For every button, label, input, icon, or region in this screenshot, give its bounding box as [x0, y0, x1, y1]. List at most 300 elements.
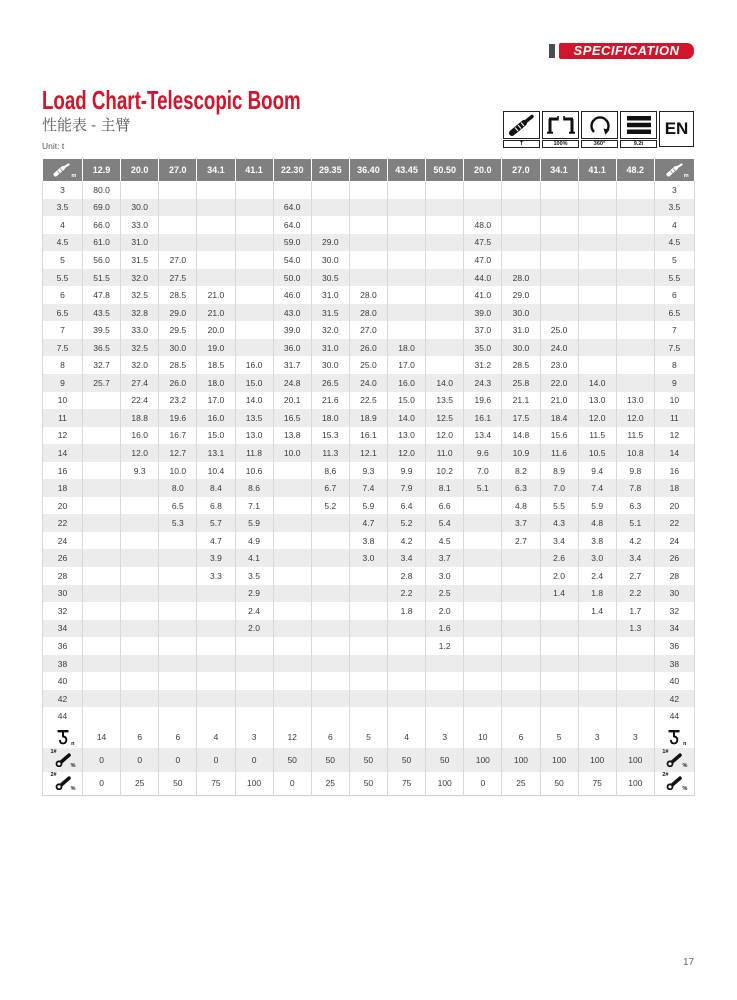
load-value-cell: 5.9	[578, 497, 616, 515]
load-value-cell: 6.4	[388, 497, 426, 515]
load-value-cell: 47.5	[464, 234, 502, 252]
load-value-cell: 13.0	[235, 427, 273, 445]
load-value-cell: 20.1	[273, 392, 311, 410]
footer-value-cell: 5	[540, 725, 578, 749]
load-value-cell	[83, 514, 121, 532]
footer-value-cell: 4	[388, 725, 426, 749]
load-value-cell	[578, 356, 616, 374]
load-value-cell: 1.4	[578, 602, 616, 620]
load-value-cell	[311, 567, 349, 585]
load-value-cell: 66.0	[83, 216, 121, 234]
load-value-cell: 19.6	[159, 409, 197, 427]
load-value-cell	[426, 286, 464, 304]
table-row	[43, 444, 695, 462]
load-value-cell	[349, 216, 387, 234]
footer-icon-cell	[43, 748, 83, 772]
load-value-cell: 10.8	[616, 444, 654, 462]
footer-value-cell: 50	[388, 748, 426, 772]
load-value-cell	[502, 602, 540, 620]
header-radius-cell-right	[654, 159, 694, 181]
radius-cell: 32	[43, 602, 83, 620]
footer-value-cell: 5	[349, 725, 387, 749]
boom-length-header: 29.35	[311, 159, 349, 181]
load-chart-table	[42, 159, 695, 796]
load-value-cell: 32.8	[121, 304, 159, 322]
load-value-cell	[616, 672, 654, 690]
load-value-cell: 10.5	[578, 444, 616, 462]
load-value-cell	[311, 602, 349, 620]
load-value-cell: 15.0	[197, 427, 235, 445]
load-value-cell: 13.1	[197, 444, 235, 462]
load-value-cell: 30.5	[311, 269, 349, 287]
load-value-cell	[121, 497, 159, 515]
load-value-cell	[540, 637, 578, 655]
load-value-cell	[235, 251, 273, 269]
load-value-cell: 16.5	[273, 409, 311, 427]
load-value-cell: 23.2	[159, 392, 197, 410]
radius-cell-right: 34	[654, 620, 694, 638]
table-row	[43, 181, 695, 199]
footer-value-cell: 100	[502, 748, 540, 772]
load-value-cell: 33.0	[121, 321, 159, 339]
load-value-cell	[311, 655, 349, 673]
load-value-cell: 32.5	[121, 339, 159, 357]
load-value-cell	[311, 707, 349, 725]
load-value-cell: 27.5	[159, 269, 197, 287]
load-value-cell	[616, 251, 654, 269]
load-value-cell: 10.0	[273, 444, 311, 462]
load-value-cell	[83, 637, 121, 655]
load-value-cell	[311, 585, 349, 603]
load-value-cell	[235, 269, 273, 287]
load-value-cell: 36.5	[83, 339, 121, 357]
load-value-cell	[426, 269, 464, 287]
load-value-cell	[83, 409, 121, 427]
radius-cell: 18	[43, 479, 83, 497]
table-row	[43, 216, 695, 234]
load-value-cell	[235, 707, 273, 725]
footer-value-cell: 75	[578, 772, 616, 796]
radius-cell-right: 40	[654, 672, 694, 690]
slewing-rotation-icon	[581, 111, 618, 139]
outrigger-span-label: 100%	[542, 140, 579, 148]
radius-cell: 16	[43, 462, 83, 480]
load-value-cell	[388, 216, 426, 234]
page-title: Load Chart-Telescopic Boom	[42, 85, 301, 115]
load-value-cell	[540, 286, 578, 304]
load-value-cell: 32.0	[121, 269, 159, 287]
load-value-cell: 14.0	[235, 392, 273, 410]
load-value-cell	[273, 479, 311, 497]
footer-value-cell: 0	[235, 748, 273, 772]
table-row	[43, 304, 695, 322]
footer-value-cell: 4	[197, 725, 235, 749]
load-value-cell	[273, 637, 311, 655]
load-value-cell: 30.0	[159, 339, 197, 357]
boom-section-2-superscript: 2#	[50, 772, 57, 779]
load-value-cell	[388, 269, 426, 287]
boom-length-header: 41.1	[235, 159, 273, 181]
radius-cell: 4	[43, 216, 83, 234]
load-value-cell	[197, 199, 235, 217]
load-value-cell: 35.0	[464, 339, 502, 357]
load-value-cell	[83, 602, 121, 620]
load-value-cell: 3.9	[197, 549, 235, 567]
load-value-cell	[540, 672, 578, 690]
load-value-cell: 5.1	[616, 514, 654, 532]
load-value-cell	[235, 304, 273, 322]
load-value-cell	[464, 620, 502, 638]
load-value-cell: 8.1	[426, 479, 464, 497]
load-value-cell	[426, 181, 464, 199]
load-value-cell	[273, 655, 311, 673]
load-value-cell	[502, 637, 540, 655]
load-value-cell: 25.7	[83, 374, 121, 392]
radius-cell: 9	[43, 374, 83, 392]
load-value-cell	[616, 199, 654, 217]
load-value-cell: 30.0	[121, 199, 159, 217]
load-value-cell	[121, 549, 159, 567]
load-value-cell: 11.8	[235, 444, 273, 462]
load-value-cell	[349, 234, 387, 252]
radius-cell: 36	[43, 637, 83, 655]
load-value-cell: 8.9	[540, 462, 578, 480]
load-value-cell: 28.5	[159, 356, 197, 374]
footer-value-cell: 0	[121, 748, 159, 772]
load-value-cell: 10.6	[235, 462, 273, 480]
load-value-cell	[578, 286, 616, 304]
load-value-cell	[349, 672, 387, 690]
footer-value-cell: 100	[235, 772, 273, 796]
radius-cell-right: 16	[654, 462, 694, 480]
load-value-cell	[159, 672, 197, 690]
load-value-cell: 18.0	[388, 339, 426, 357]
load-value-cell: 2.0	[426, 602, 464, 620]
unit-note: Unit: t	[42, 141, 65, 151]
footer-value-cell: 50	[426, 748, 464, 772]
load-value-cell: 36.0	[273, 339, 311, 357]
load-value-cell	[273, 181, 311, 199]
radius-cell-right: 14	[654, 444, 694, 462]
load-value-cell: 22.4	[121, 392, 159, 410]
radius-cell-right: 18	[654, 479, 694, 497]
footer-icon-cell	[43, 725, 83, 749]
load-value-cell: 29.0	[159, 304, 197, 322]
load-value-cell	[540, 304, 578, 322]
load-value-cell	[388, 321, 426, 339]
boom-length-header: 48.2	[616, 159, 654, 181]
load-value-cell: 15.0	[388, 392, 426, 410]
load-value-cell: 4.8	[502, 497, 540, 515]
load-value-cell	[502, 690, 540, 708]
load-value-cell: 13.4	[464, 427, 502, 445]
load-value-cell: 16.0	[121, 427, 159, 445]
radius-cell: 3.5	[43, 199, 83, 217]
footer-value-cell: 50	[349, 748, 387, 772]
load-value-cell	[502, 234, 540, 252]
load-value-cell	[83, 497, 121, 515]
footer-value-cell: 6	[159, 725, 197, 749]
load-value-cell	[83, 549, 121, 567]
load-value-cell: 3.8	[578, 532, 616, 550]
radius-cell: 12	[43, 427, 83, 445]
load-value-cell: 5.7	[197, 514, 235, 532]
load-value-cell	[235, 637, 273, 655]
load-value-cell: 47.0	[464, 251, 502, 269]
load-value-cell	[578, 321, 616, 339]
load-value-cell	[83, 392, 121, 410]
footer-value-cell: 10	[464, 725, 502, 749]
load-value-cell	[83, 462, 121, 480]
load-value-cell: 1.4	[540, 585, 578, 603]
load-value-cell	[83, 707, 121, 725]
load-value-cell: 2.7	[502, 532, 540, 550]
radius-cell: 38	[43, 655, 83, 673]
load-value-cell: 3.3	[197, 567, 235, 585]
footer-icon-cell	[43, 772, 83, 796]
load-value-cell	[426, 356, 464, 374]
load-value-cell	[311, 620, 349, 638]
load-value-cell: 5.2	[311, 497, 349, 515]
load-value-cell: 4.7	[349, 514, 387, 532]
load-value-cell: 14.0	[578, 374, 616, 392]
load-value-cell: 3.0	[349, 549, 387, 567]
radius-cell: 3	[43, 181, 83, 199]
load-value-cell: 32.5	[121, 286, 159, 304]
table-row	[43, 374, 695, 392]
load-value-cell	[578, 339, 616, 357]
boom-section-2-row	[43, 772, 695, 796]
load-value-cell	[235, 286, 273, 304]
load-value-cell	[273, 532, 311, 550]
load-value-cell	[578, 199, 616, 217]
load-value-cell	[235, 655, 273, 673]
load-value-cell	[349, 269, 387, 287]
load-value-cell	[349, 181, 387, 199]
load-value-cell	[540, 251, 578, 269]
load-value-cell: 9.9	[388, 462, 426, 480]
table-row	[43, 251, 695, 269]
hook-reeving-subscript: n	[683, 740, 687, 747]
footer-value-cell: 3	[616, 725, 654, 749]
load-value-cell	[388, 251, 426, 269]
load-value-cell: 18.8	[121, 409, 159, 427]
load-value-cell: 24.8	[273, 374, 311, 392]
load-value-cell: 2.8	[388, 567, 426, 585]
load-value-cell	[83, 690, 121, 708]
load-value-cell	[464, 514, 502, 532]
load-value-cell	[616, 637, 654, 655]
load-value-cell: 30.0	[502, 304, 540, 322]
load-value-cell: 39.5	[83, 321, 121, 339]
load-value-cell	[578, 181, 616, 199]
load-value-cell	[311, 181, 349, 199]
load-value-cell: 37.0	[464, 321, 502, 339]
load-value-cell	[349, 655, 387, 673]
footer-value-cell: 25	[311, 772, 349, 796]
load-value-cell	[273, 549, 311, 567]
load-value-cell	[502, 585, 540, 603]
load-value-cell	[578, 707, 616, 725]
table-row	[43, 479, 695, 497]
table-row	[43, 392, 695, 410]
load-value-cell: 3.4	[616, 549, 654, 567]
hook-reeving-icon	[56, 729, 75, 747]
load-value-cell	[426, 672, 464, 690]
load-value-cell: 7.4	[578, 479, 616, 497]
load-value-cell: 6.6	[426, 497, 464, 515]
load-value-cell: 11.3	[311, 444, 349, 462]
radius-cell: 5.5	[43, 269, 83, 287]
working-radius-subscript: m	[683, 173, 689, 179]
load-value-cell: 26.0	[349, 339, 387, 357]
radius-cell: 34	[43, 620, 83, 638]
load-value-cell: 2.7	[616, 567, 654, 585]
load-value-cell	[273, 602, 311, 620]
load-value-cell: 18.0	[311, 409, 349, 427]
load-value-cell: 24.3	[464, 374, 502, 392]
radius-cell: 5	[43, 251, 83, 269]
table-row	[43, 549, 695, 567]
table-row	[43, 427, 695, 445]
footer-value-cell: 100	[540, 748, 578, 772]
load-value-cell	[197, 690, 235, 708]
load-value-cell	[273, 707, 311, 725]
radius-cell-right: 7	[654, 321, 694, 339]
load-value-cell	[464, 602, 502, 620]
radius-cell-right: 3.5	[654, 199, 694, 217]
radius-cell: 20	[43, 497, 83, 515]
load-value-cell: 7.1	[235, 497, 273, 515]
load-value-cell: 15.3	[311, 427, 349, 445]
load-value-cell: 44.0	[464, 269, 502, 287]
working-radius-subscript: m	[71, 173, 77, 179]
table-row	[43, 462, 695, 480]
load-value-cell	[121, 585, 159, 603]
footer-value-cell: 25	[502, 772, 540, 796]
load-value-cell: 9.6	[464, 444, 502, 462]
radius-cell-right: 28	[654, 567, 694, 585]
load-value-cell: 21.0	[197, 304, 235, 322]
load-value-cell: 5.3	[159, 514, 197, 532]
table-header	[43, 159, 695, 181]
load-value-cell	[273, 567, 311, 585]
load-value-cell	[197, 251, 235, 269]
footer-value-cell: 6	[311, 725, 349, 749]
load-value-cell	[426, 199, 464, 217]
load-value-cell	[464, 181, 502, 199]
footer-value-cell: 50	[540, 772, 578, 796]
load-value-cell	[426, 251, 464, 269]
load-value-cell	[311, 532, 349, 550]
load-value-cell	[159, 567, 197, 585]
load-value-cell	[273, 690, 311, 708]
load-value-cell	[464, 549, 502, 567]
load-value-cell: 4.5	[426, 532, 464, 550]
load-value-cell	[159, 707, 197, 725]
load-value-cell: 2.6	[540, 549, 578, 567]
load-value-cell	[159, 532, 197, 550]
load-value-cell: 12.0	[388, 444, 426, 462]
load-value-cell: 2.2	[616, 585, 654, 603]
radius-cell-right: 22	[654, 514, 694, 532]
load-value-cell: 2.9	[235, 585, 273, 603]
load-value-cell: 29.5	[159, 321, 197, 339]
radius-cell: 26	[43, 549, 83, 567]
load-value-cell	[464, 532, 502, 550]
load-value-cell: 50.0	[273, 269, 311, 287]
load-value-cell	[349, 199, 387, 217]
load-value-cell: 5.9	[349, 497, 387, 515]
load-value-cell: 14.0	[388, 409, 426, 427]
load-value-cell: 23.0	[540, 356, 578, 374]
load-value-cell: 12.0	[426, 427, 464, 445]
load-value-cell	[159, 585, 197, 603]
boom-section-2-icon	[50, 772, 76, 793]
load-value-cell	[83, 567, 121, 585]
radius-cell-right: 10	[654, 392, 694, 410]
boom-section-1-superscript: 1#	[50, 749, 57, 756]
footer-value-cell: 0	[273, 772, 311, 796]
table-row	[43, 532, 695, 550]
load-value-cell: 17.0	[388, 356, 426, 374]
load-value-cell: 27.0	[349, 321, 387, 339]
load-value-cell	[616, 374, 654, 392]
table-row	[43, 602, 695, 620]
load-value-cell	[426, 216, 464, 234]
boom-section-1-row	[43, 748, 695, 772]
load-value-cell: 26.5	[311, 374, 349, 392]
footer-icon-cell-right	[654, 748, 694, 772]
boom-length-header: 36.40	[349, 159, 387, 181]
radius-cell-right: 26	[654, 549, 694, 567]
radius-cell: 8	[43, 356, 83, 374]
load-value-cell: 31.5	[121, 251, 159, 269]
footer-value-cell: 14	[83, 725, 121, 749]
load-value-cell	[616, 339, 654, 357]
load-value-cell	[578, 251, 616, 269]
load-value-cell	[121, 514, 159, 532]
table-row	[43, 321, 695, 339]
radius-cell: 11	[43, 409, 83, 427]
table-row	[43, 690, 695, 708]
table-row	[43, 707, 695, 725]
load-value-cell	[83, 585, 121, 603]
telescopic-boom-icon	[503, 111, 540, 139]
load-value-cell	[540, 602, 578, 620]
boom-section-2-icon	[662, 772, 688, 793]
boom-length-header: 41.1	[578, 159, 616, 181]
load-value-cell	[616, 234, 654, 252]
load-value-cell	[502, 199, 540, 217]
load-value-cell: 16.0	[388, 374, 426, 392]
radius-cell-right: 5	[654, 251, 694, 269]
load-value-cell	[197, 672, 235, 690]
load-value-cell	[426, 234, 464, 252]
load-value-cell: 28.0	[502, 269, 540, 287]
boom-section-2-subscript: %	[70, 786, 76, 793]
load-value-cell	[197, 637, 235, 655]
footer-value-cell: 50	[159, 772, 197, 796]
load-value-cell	[159, 637, 197, 655]
load-value-cell	[388, 199, 426, 217]
footer-value-cell: 6	[121, 725, 159, 749]
load-value-cell	[616, 269, 654, 287]
radius-cell-right: 5.5	[654, 269, 694, 287]
load-value-cell	[578, 216, 616, 234]
boom-section-2-superscript: 2#	[662, 772, 669, 779]
load-value-cell	[159, 690, 197, 708]
